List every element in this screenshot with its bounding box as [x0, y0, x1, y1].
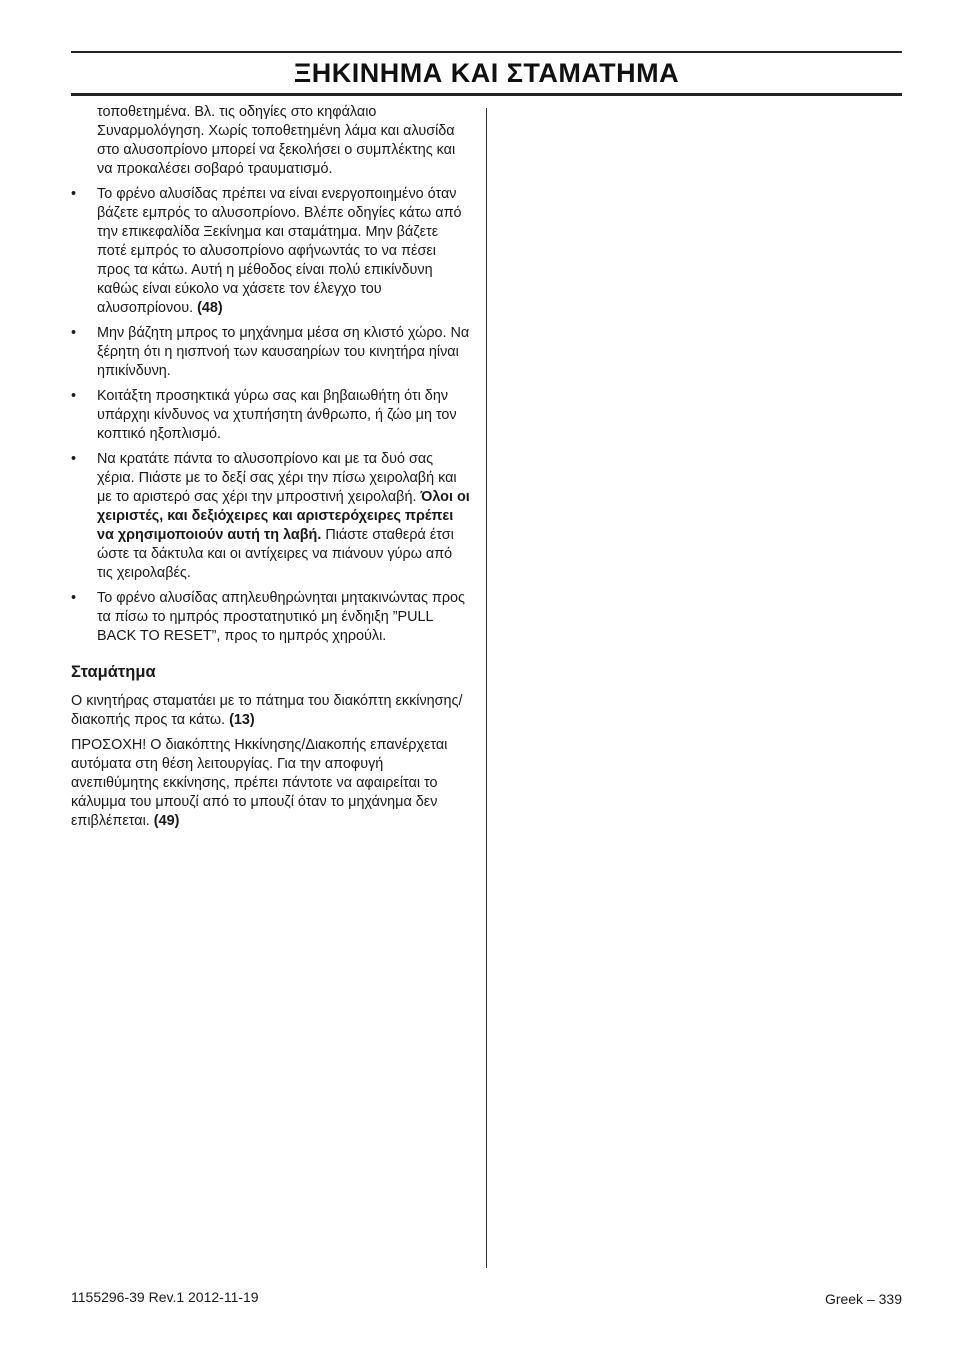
- bullet-icon: •: [71, 590, 77, 606]
- bullet-icon: •: [71, 388, 77, 404]
- paragraph-text: ΠΡΟΣΟΧΗ! Ο διακόπτης Ηκκίνησης/Διακοπής επανέρχεται αυτόματα στη θέση λειτουργίας. Για την αποφυγή ανεπιθύμητης εκκίνησης, πρέπει πάντοτε να αφαιρείται το κάλυμμα του μπουζί από το μπουζί όταν το μηχάνημα δεν επιβλέπεται.: [71, 737, 448, 829]
- continuation-text: τοποθετημένα. Βλ. τις οδηγίες στο κηφάλαιο Συναρμολόγηση. Χωρίς τοποθετημένη λάμα και αλυσίδα στο αλυσοπρίονο μπορεί να ξεκολήσει ο συμπλέκτης και να προκαλέσει σοβαρό τραυματισμό.: [97, 104, 456, 177]
- left-column: [71, 103, 471, 837]
- page-title: ΞΗΚΙΝΗΜΑ ΚΑΙ ΣΤΑΜΑΤΗΜΑ: [293, 58, 680, 88]
- footer-doc-id: 1155296-39 Rev.1 2012-11-19: [71, 1289, 259, 1305]
- bullet-item-two-hands: [71, 450, 471, 583]
- paragraph-text: Ο κινητήρας σταματάει με το πάτημα του διακόπτη εκκίνησης/διακοπής προς τα κάτω.: [71, 693, 463, 728]
- bullet-item-chain-brake: [71, 185, 471, 318]
- bullet-text: Μην βάζητη μπρος το μηχάνημα μέσα ση κλιστό χώρο. Να ξέρητη ότι η ηισπνοή των καυσαηρίων του κινητήρα ηίναι ηπικίνδυνη.: [97, 325, 470, 379]
- bullet-item-release-brake: [71, 589, 471, 646]
- bullet-icon: •: [71, 186, 77, 202]
- warning-paragraph: [71, 736, 471, 831]
- stop-paragraph: [71, 692, 471, 730]
- bullet-text: Να κρατάτε πάντα το αλυσοπρίονο και με τα δυό σας χέρια. Πιάστε με το δεξί σας χέρι την πίσω χειρολαβή και με το αριστερό σας χέρι την μπροστινή χειρολαβή.: [97, 451, 457, 505]
- bullet-icon: •: [71, 325, 77, 341]
- bullet-text-after: Πιάστε σταθερά έτσι ώστε τα δάκτυλα και οι αντίχειρες να πιάνουν γύρω από τις χειρολαβές.: [97, 527, 454, 581]
- figure-reference: (49): [153, 813, 180, 829]
- bullet-text: Το φρένο αλυσίδας απηλευθηρώνηται μητακινώντας προς τα πίσω το ημπρός προστατηυτικό μη ένδηιξη ”PULL BACK TO RESET”, προς το ημπρός χηρούλι.: [97, 590, 465, 644]
- figure-reference: (48): [197, 300, 223, 316]
- section-heading: Σταμάτημα: [71, 663, 156, 681]
- figure-reference: (13): [229, 712, 255, 728]
- bullet-bold-text: Όλοι οι χειριστές, και δεξιόχειρες και αριστερόχειρες πρέπει να χρησιμοποιούν αυτή τη λαβή.: [97, 489, 470, 543]
- bullet-text: Κοιτάξτη προσηκτικά γύρω σας και βηβαιωθήτη ότι δην υπάρχηι κίνδυνος να χτυπήσητη άνθρωπο, ή ζώο μη τον κοπτικό ηξοπλισμό.: [97, 388, 457, 442]
- header-bottom-rule: [71, 93, 902, 96]
- footer-page-number: Greek – 339: [824, 1291, 902, 1307]
- bullet-item-look-around: [71, 387, 471, 444]
- bullet-icon: •: [71, 451, 77, 467]
- column-divider: [486, 108, 487, 1268]
- bullet-item-enclosed-space: [71, 324, 471, 381]
- bullet-text: Το φρένο αλυσίδας πρέπει να είναι ενεργοποιημένο όταν βάζετε εμπρός το αλυσοπρίονο. Βλέπε οδηγίες κάτω από την επικεφαλίδα Ξεκίνημα και σταμάτημα. Μην βάζετε ποτέ εμπρός το αλυσοπρίονο αφήνωντάς το να πέσει προς τα κάτω. Αυτή η μέθοδος είναι πολύ επικίνδυνη καθώς είναι εύκολο να χάσετε τον έλεγχο του αλυσοπρίονου.: [97, 186, 462, 316]
